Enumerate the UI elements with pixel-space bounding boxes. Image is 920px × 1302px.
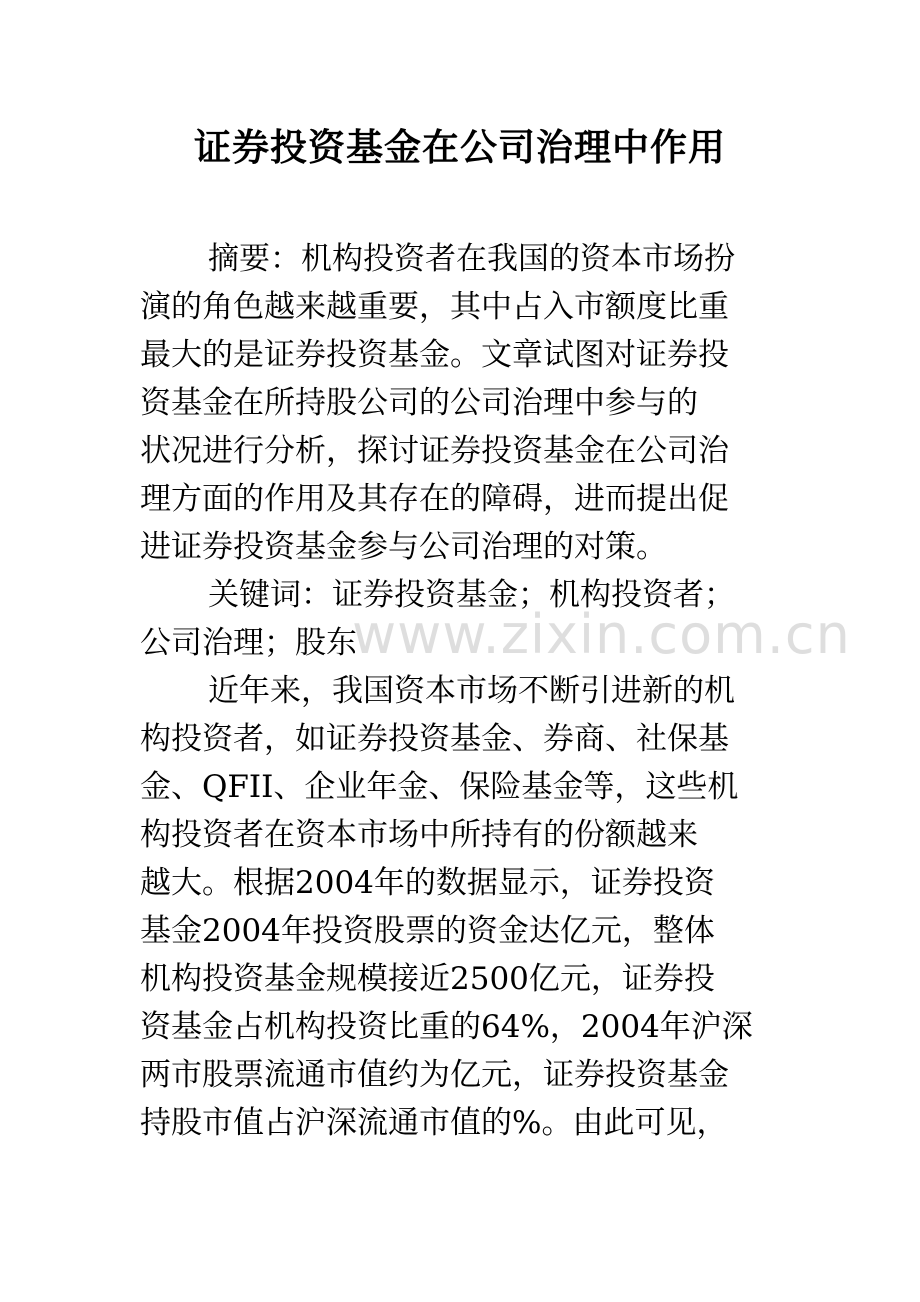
body-line-1: 近年来，我国资本市场不断引进新的机 [208, 673, 735, 709]
abstract-line-7: 进证券投资基金参与公司治理的对策。 [140, 529, 667, 565]
abstract-line-3: 最大的是证券投资基金。文章试图对证券投 [140, 337, 729, 373]
abstract-line-1: 摘要：机构投资者在我国的资本市场扮 [208, 241, 735, 277]
abstract-line-4: 资基金在所持股公司的公司治理中参与的 [140, 385, 698, 421]
body-line-2: 构投资者，如证券投资基金、券商、社保基 [140, 721, 729, 757]
keywords-line-2: 公司治理；股东 [140, 625, 357, 661]
body-line-5: 越大。根据2004年的数据显示，证券投资 [140, 865, 715, 901]
document-title: 证券投资基金在公司治理中作用 [194, 126, 726, 169]
body-line-7: 机构投资基金规模接近2500亿元，证券投 [140, 961, 715, 997]
body-line-10: 持股市值占沪深流通市值的%。由此可见， [140, 1105, 728, 1141]
body-line-9: 两市股票流通市值约为亿元，证券投资基金 [140, 1057, 729, 1093]
body-line-8: 资基金占机构投资比重的64%，2004年沪深 [140, 1009, 753, 1045]
body-line-6: 基金2004年投资股票的资金达亿元，整体 [140, 913, 715, 949]
abstract-line-5: 状况进行分析，探讨证券投资基金在公司治 [140, 433, 729, 469]
body-line-4: 构投资者在资本市场中所持有的份额越来 [140, 817, 698, 853]
abstract-line-6: 理方面的作用及其存在的障碍，进而提出促 [140, 481, 729, 517]
abstract-line-2: 演的角色越来越重要，其中占入市额度比重 [140, 289, 729, 325]
watermark: www.zixin.com.cn [352, 603, 851, 666]
keywords-line-1: 关键词：证券投资基金；机构投资者； [208, 577, 735, 613]
body-line-3: 金、QFII、企业年金、保险基金等，这些机 [140, 769, 739, 805]
